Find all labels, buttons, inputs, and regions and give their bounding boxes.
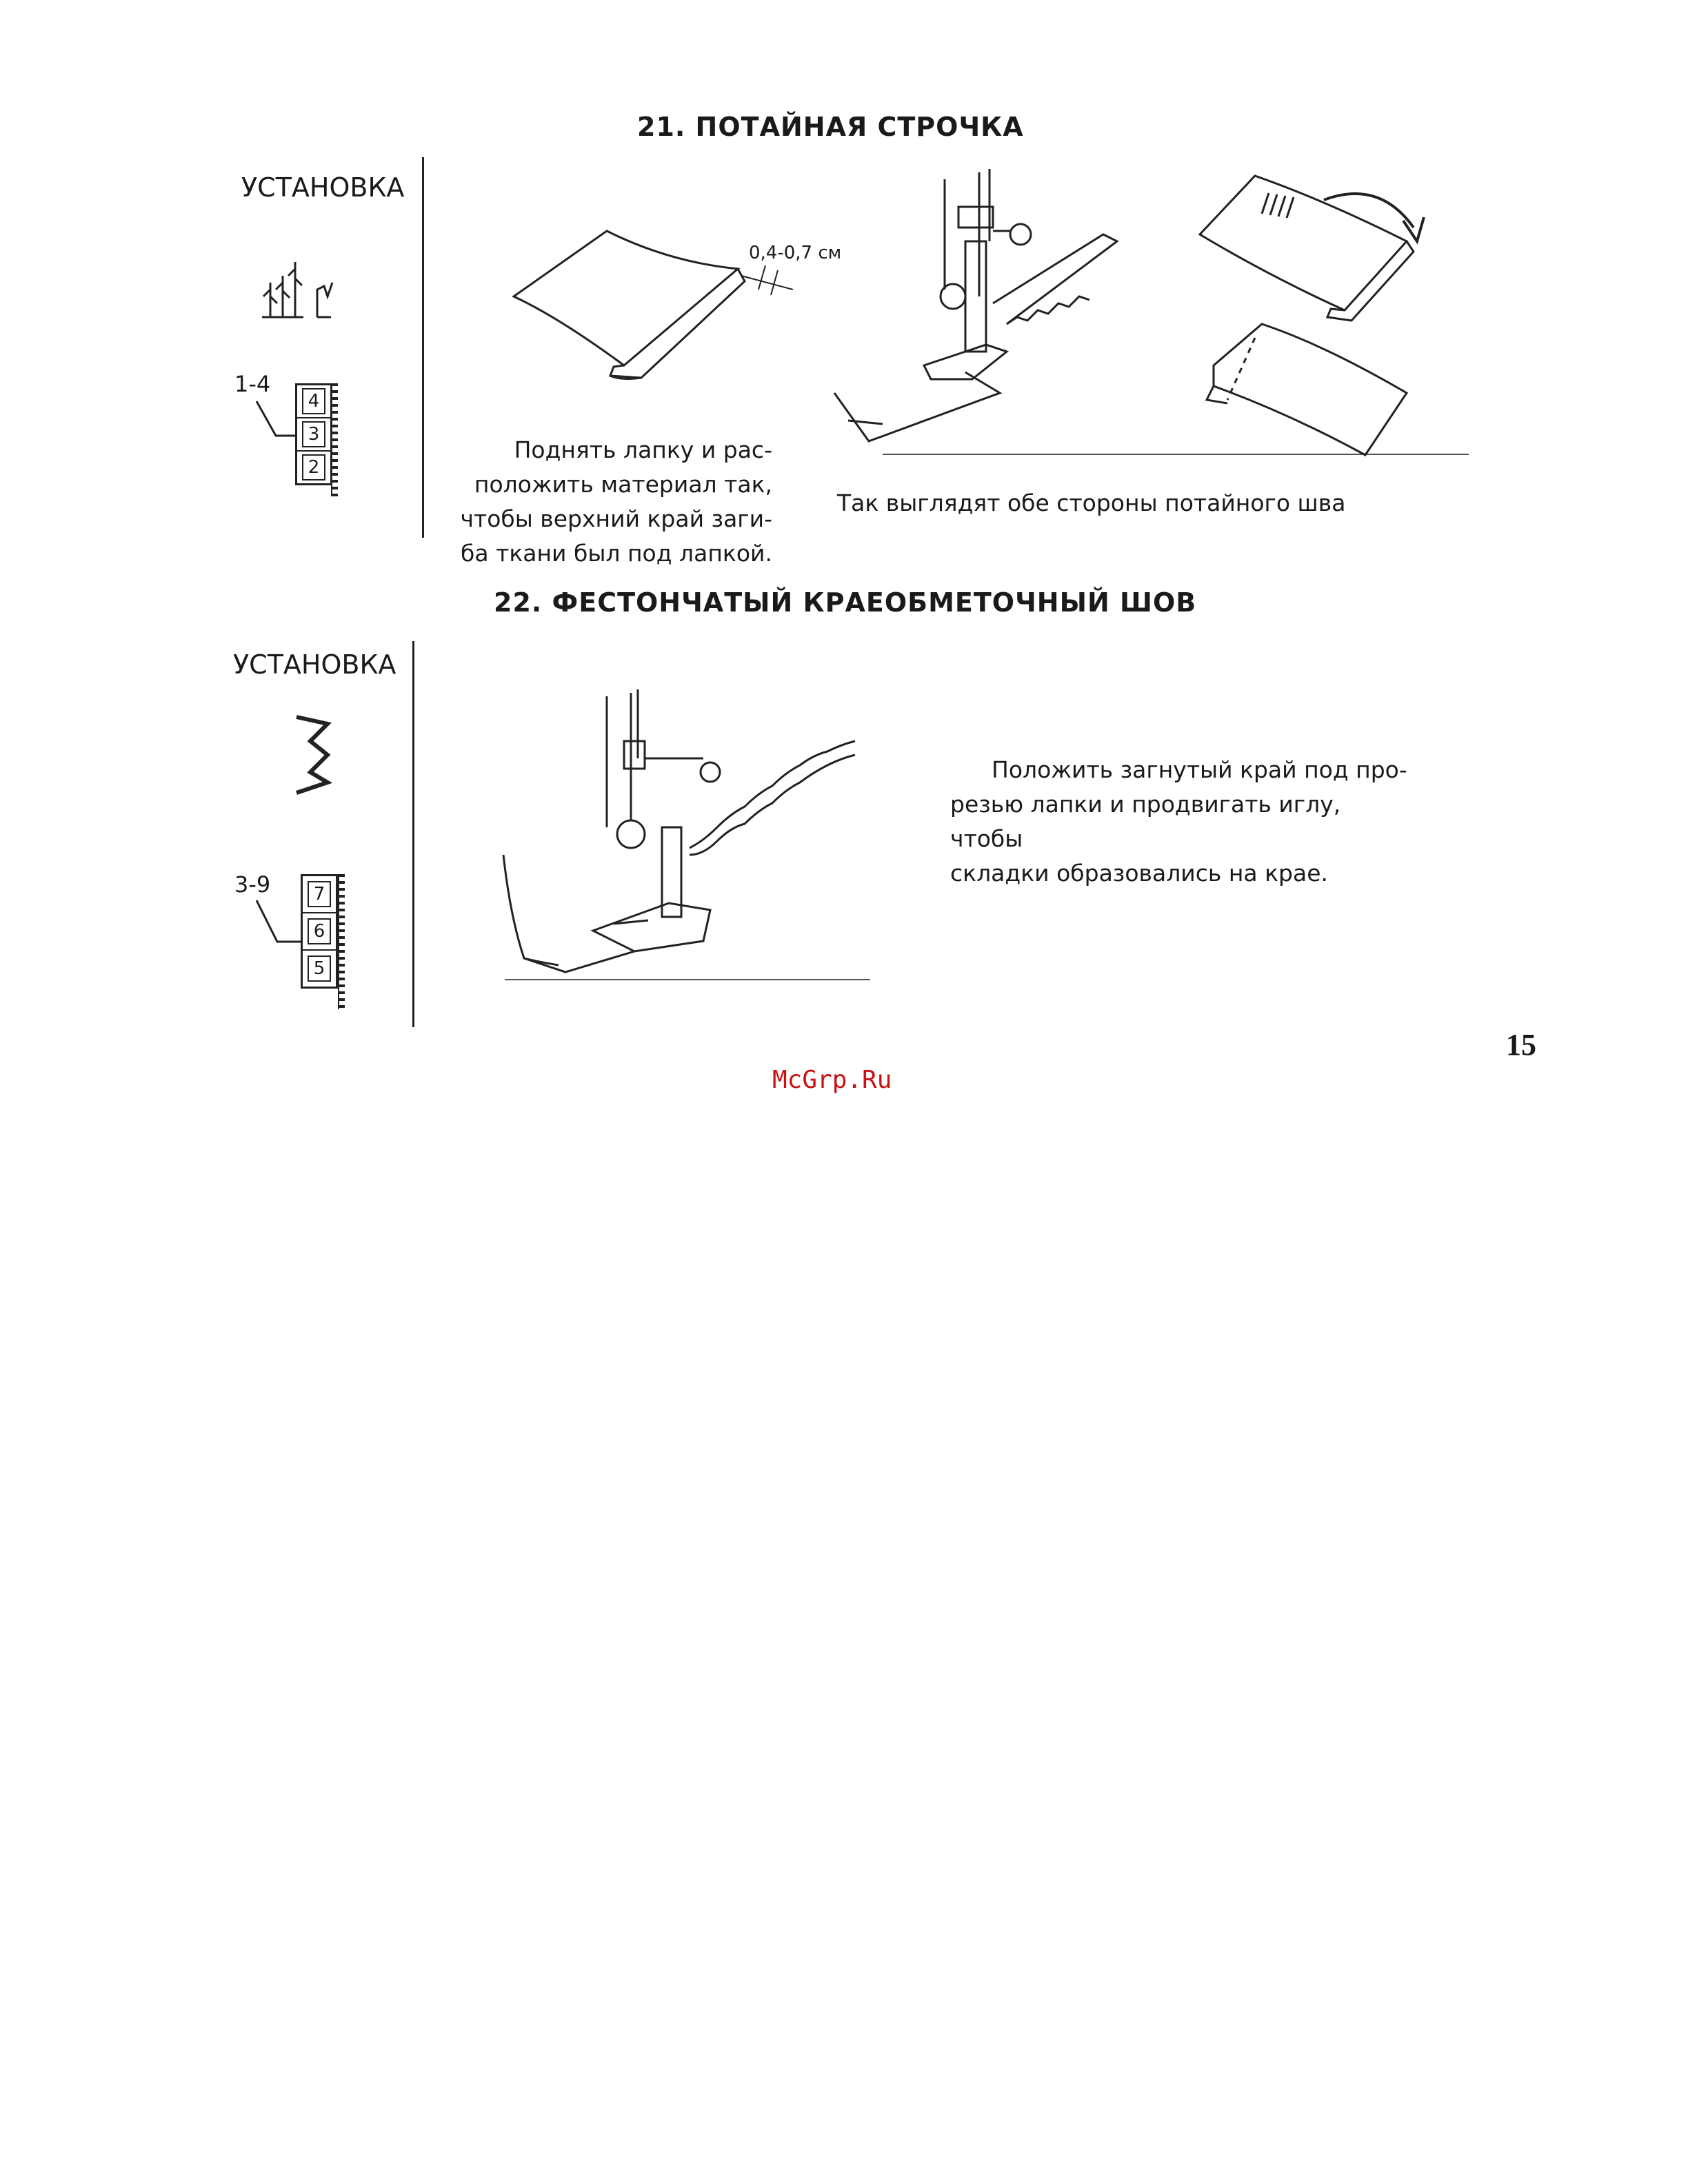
section-21-instruction — [455, 433, 772, 571]
instruction-line: резью лапки и продвигать иглу, чтобы — [950, 791, 1341, 852]
section-22-setup-label: УСТАНОВКА — [233, 649, 396, 680]
dial-pointer-line — [255, 899, 303, 947]
instruction-line: ба ткани был под лапкой. — [461, 540, 772, 567]
section-21-setup-label: УСТАНОВКА — [241, 172, 405, 203]
watermark: McGrp.Ru — [772, 1066, 892, 1094]
instruction-line: складки образовались на крае. — [950, 860, 1328, 887]
presser-foot-shell-stitch-illustration — [496, 689, 883, 986]
section-22-dial-range: 3-9 — [234, 871, 271, 898]
stitch-width-dial[interactable] — [295, 383, 332, 485]
dial-ridges — [331, 383, 338, 496]
section-22-title: 22. ФЕСТОНЧАТЫЙ КРАЕОБМЕТОЧНЫЙ ШОВ — [494, 587, 1197, 618]
section-21-title: 21. ПОТАЙНАЯ СТРОЧКА — [637, 112, 1024, 142]
stitch-width-dial[interactable] — [301, 874, 338, 989]
dial-number: 5 — [308, 956, 331, 982]
instruction-line: Положить загнутый край под про- — [992, 756, 1407, 783]
presser-foot-blindstitch-illustration — [827, 165, 1172, 441]
illustration-baseline — [505, 979, 870, 980]
section-21-dial-range: 1-4 — [234, 371, 271, 397]
section-22-divider — [412, 641, 414, 1027]
dial-pointer-line — [255, 400, 297, 448]
measure-arrows — [738, 262, 800, 303]
instruction-line: чтобы верхний край заги- — [460, 505, 772, 532]
instruction-line: положить материал так, — [474, 471, 772, 498]
instruction-line: Поднять лапку и рас- — [514, 436, 772, 463]
dial-number: 6 — [308, 918, 331, 944]
dial-number: 2 — [302, 454, 325, 481]
dial-number: 3 — [302, 421, 325, 447]
page-number: 15 — [1506, 1028, 1536, 1062]
dial-number: 7 — [308, 881, 331, 907]
section-21-divider — [422, 157, 424, 538]
section-21-caption: Так выглядят обе стороны потайного шва — [837, 489, 1346, 516]
shell-stitch-symbol-icon — [290, 710, 338, 800]
dial-number: 4 — [302, 388, 325, 414]
fabric-fold-over-illustration — [1186, 165, 1476, 455]
blind-stitch-symbol-icon — [255, 255, 338, 324]
dial-ridges — [338, 874, 345, 1009]
measure-label: 0,4-0,7 см — [749, 243, 842, 263]
section-22-instruction — [950, 753, 1419, 891]
